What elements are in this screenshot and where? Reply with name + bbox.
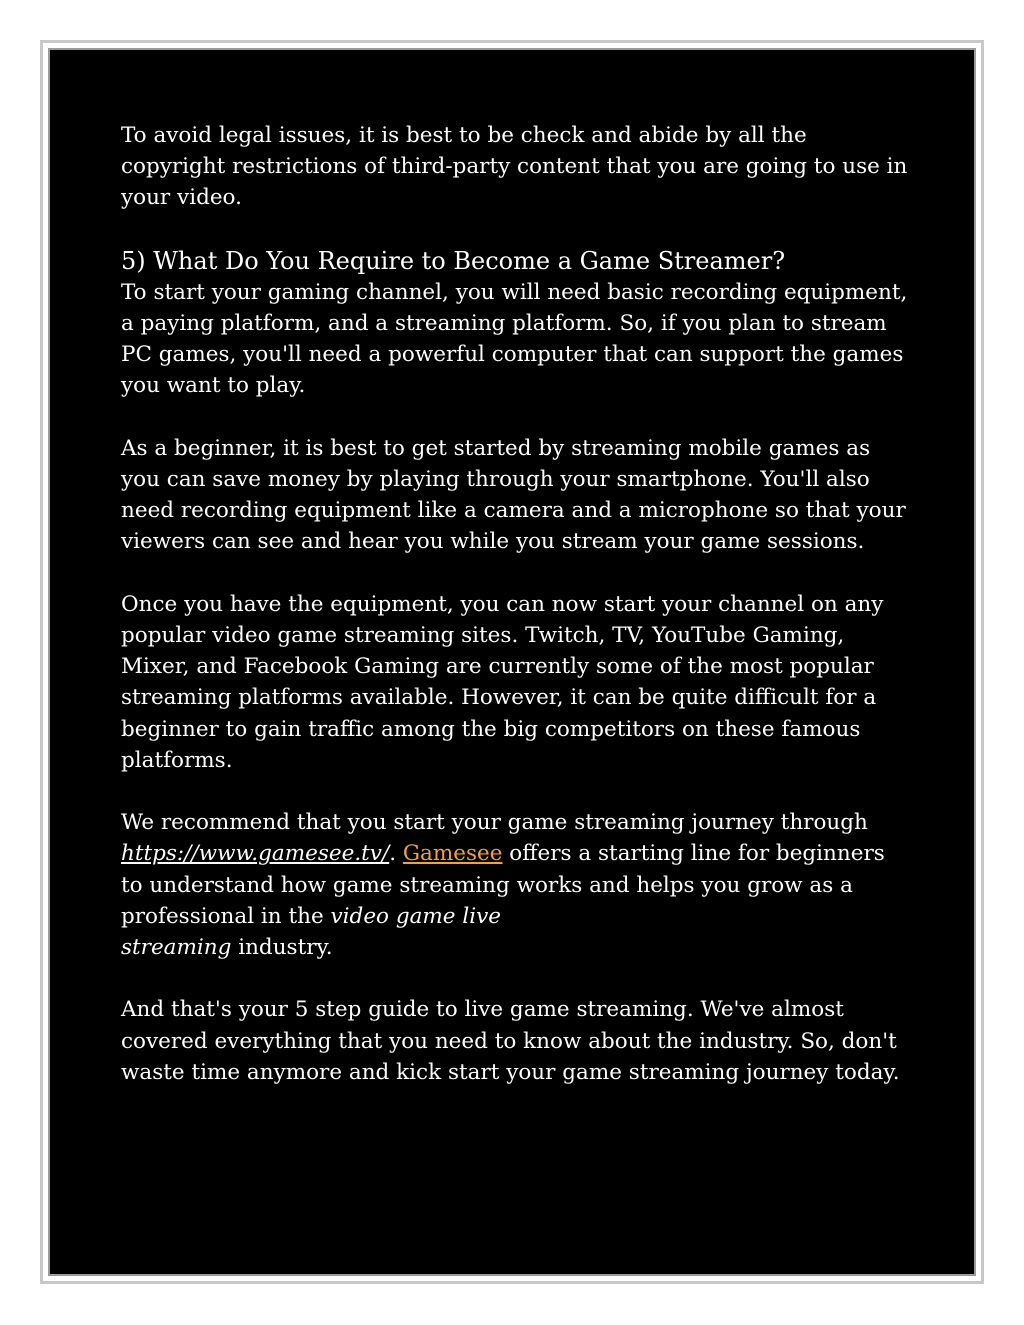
gamesee-brand-link[interactable]: Gamesee — [402, 841, 503, 867]
intro-paragraph: To avoid legal issues, it is best to be check and abide by all the copyright restrictions of third-party content that you are going to use in your video. — [121, 123, 908, 211]
section-heading: 5) What Do You Require to Become a Game Streamer? — [121, 246, 786, 275]
paragraph-recommendation — [121, 807, 911, 963]
paragraph-platforms: Once you have the equipment, you can now start your channel on any popular video game streaming sites. Twitch, TV, YouTube Gaming, Mixer, and Facebook Gaming are currently some of the most popular streaming platforms available. However, it can be quite difficult for a beginner to gain traffic among the big competitors on these famous platforms. — [121, 591, 884, 773]
recommendation-text-end: industry. — [231, 935, 333, 961]
paragraph-beginner: As a beginner, it is best to get started by streaming mobile games as you can save money by playing through your smartphone. You'll also need recording equipment like a camera and a microphone so that your viewers can see and hear you while you stream your game sessions. — [121, 435, 906, 555]
recommendation-separator: . — [389, 841, 403, 867]
paragraph-equipment: To start your gaming channel, you will need basic recording equipment, a paying platform, and a streaming platform. So, if you plan to stream PC games, you'll need a powerful computer that can support the games you want to play. — [121, 279, 908, 399]
gamesee-url-link[interactable]: https://www.gamesee.tv/ — [121, 841, 390, 867]
paragraph-conclusion: And that's your 5 step guide to live game streaming. We've almost covered everything that you need to know about the industry. So, don't waste time anymore and kick start your game streaming journey today. — [121, 997, 900, 1085]
recommendation-text-middle: offers a starting line for beginners to understand how game streaming works and helps you grow as a professional in the — [121, 841, 885, 929]
italic-phrase-streaming: streaming — [121, 935, 232, 961]
document-body — [121, 120, 911, 1119]
recommendation-text-start: We recommend that you start your game streaming journey through — [121, 810, 868, 836]
italic-phrase-video-game-live: video game live — [330, 903, 501, 929]
